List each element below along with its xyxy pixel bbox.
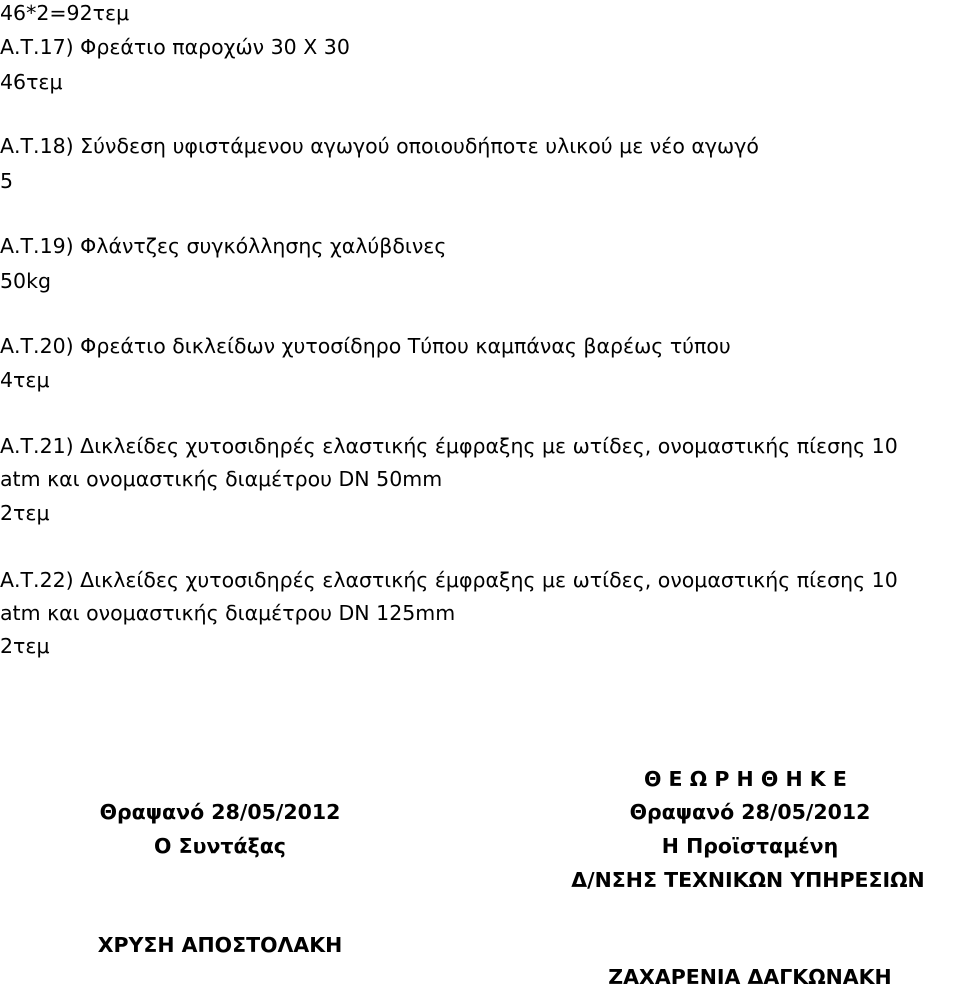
quantity-line: 46*2=92τεμ <box>0 1 130 25</box>
item-title: Α.Τ.22) Δικλείδες χυτοσιδηρές ελαστικής έμφραξης με ωτίδες, ονομαστικής πίεσης 10 <box>0 568 898 592</box>
item-title-continued: atm και ονομαστικής διαμέτρου DN 50mm <box>0 467 443 491</box>
left-role: Ο Συντάξας <box>154 834 286 858</box>
left-name: ΧΡΥΣΗ ΑΠΟΣΤΟΛΑΚΗ <box>97 933 343 957</box>
left-place-date: Θραψανό 28/05/2012 <box>99 800 341 824</box>
item-title: Α.Τ.18) Σύνδεση υφιστάμενου αγωγού οποιουδήποτε υλικού με νέο αγωγό <box>0 134 759 158</box>
item-title: Α.Τ.17) Φρεάτιο παροχών 30 Χ 30 <box>0 35 350 59</box>
item-title: Α.Τ.20) Φρεάτιο δικλείδων χυτοσίδηρο Τύπου καμπάνας βαρέως τύπου <box>0 334 731 358</box>
item-quantity: 4τεμ <box>0 368 50 392</box>
item-quantity: 46τεμ <box>0 70 63 94</box>
item-title-continued: atm και ονομαστικής διαμέτρου DN 125mm <box>0 601 456 625</box>
item-quantity: 5 <box>0 169 14 193</box>
approval-heading: ΘΕΩΡΗΘΗΚΕ <box>643 767 855 791</box>
right-role: Η Προϊσταμένη <box>661 834 839 858</box>
item-title: Α.Τ.21) Δικλείδες χυτοσιδηρές ελαστικής έμφραξης με ωτίδες, ονομαστικής πίεσης 10 <box>0 434 898 458</box>
item-quantity: 50kg <box>0 269 51 293</box>
item-quantity: 2τεμ <box>0 634 50 658</box>
item-quantity: 2τεμ <box>0 501 50 525</box>
right-department: Δ/ΝΣΗΣ ΤΕΧΝΙΚΩΝ ΥΠΗΡΕΣΙΩΝ <box>571 868 925 892</box>
right-name: ΖΑΧΑΡΕΝΙΑ ΔΑΓΚΩΝΑΚΗ <box>608 965 892 989</box>
right-place-date: Θραψανό 28/05/2012 <box>629 800 871 824</box>
item-title: Α.Τ.19) Φλάντζες συγκόλλησης χαλύβδινες <box>0 234 447 258</box>
